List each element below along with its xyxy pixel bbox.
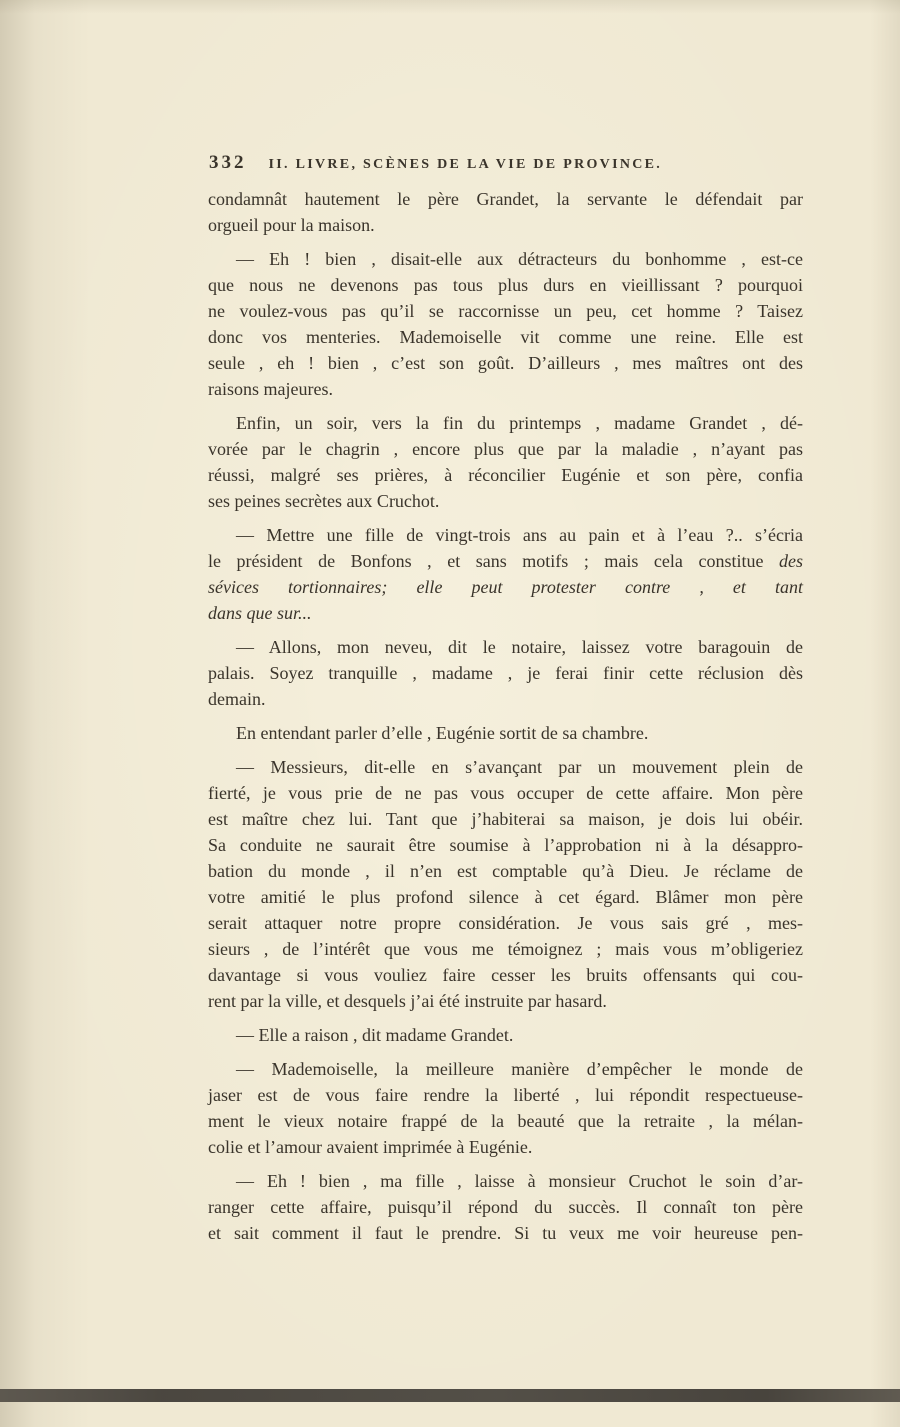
paragraph xyxy=(208,634,803,712)
text-segment: colie et l’amour avaient imprimée à Eugénie. xyxy=(208,1137,533,1157)
text-line xyxy=(208,436,803,462)
paragraph xyxy=(208,754,803,1014)
text-segment: fierté, je vous prie de ne pas vous occuper de cette affaire. Mon père xyxy=(208,783,803,803)
paragraph xyxy=(208,522,803,626)
text-segment: rent par la ville, et desquels j’ai été instruite par hasard. xyxy=(208,991,607,1011)
paragraph xyxy=(208,186,803,238)
page-header xyxy=(209,152,804,174)
text-segment: Sa conduite ne saurait être soumise à l’approbation ni à la désappro- xyxy=(208,835,803,855)
text-segment: davantage si vous vouliez faire cesser les bruits offensants qui cou- xyxy=(208,965,803,985)
text-segment: ment le vieux notaire frappé de la beauté que la retraite , la mélan- xyxy=(208,1111,803,1131)
text-line xyxy=(208,1056,803,1082)
paragraph xyxy=(208,246,803,402)
text-segment: vorée par le chagrin , encore plus que par la maladie , n’ayant pas xyxy=(208,439,803,459)
text-segment: réussi, malgré ses prières, à réconcilier Eugénie et son père, confia xyxy=(208,465,803,485)
text-line xyxy=(208,1220,803,1246)
text-segment: le président de Bonfons , et sans motifs ; mais cela constitue xyxy=(208,551,779,571)
text-line xyxy=(208,298,803,324)
italic-text-segment: sévices tortionnaires; elle peut protester contre , et tant xyxy=(208,577,803,597)
text-line xyxy=(208,1134,803,1160)
text-line xyxy=(208,574,803,600)
text-line xyxy=(208,660,803,686)
text-segment: donc vos menteries. Mademoiselle vit comme une reine. Elle est xyxy=(208,327,803,347)
text-segment: condamnât hautement le père Grandet, la servante le défendait par xyxy=(208,189,803,209)
text-segment: orgueil pour la maison. xyxy=(208,215,375,235)
text-line xyxy=(208,832,803,858)
scan-artifact-bottom-strip xyxy=(0,1389,900,1402)
running-title: II. LIVRE, SCÈNES DE LA VIE DE PROVINCE. xyxy=(268,157,663,172)
text-line xyxy=(208,754,803,780)
text-line xyxy=(208,806,803,832)
text-line xyxy=(208,884,803,910)
text-line xyxy=(208,988,803,1014)
text-segment: bation du monde , il n’en est comptable qu’à Dieu. Je réclame de xyxy=(208,861,803,881)
text-segment: que nous ne devenons pas tous plus durs en vieillissant ? pourquoi xyxy=(208,275,803,295)
text-line xyxy=(208,1168,803,1194)
text-line xyxy=(208,376,803,402)
text-line xyxy=(208,910,803,936)
text-segment: — Elle a raison , dit madame Grandet. xyxy=(236,1025,514,1045)
text-line xyxy=(208,858,803,884)
text-segment: — Mettre une fille de vingt-trois ans au pain et à l’eau ?.. s’écria xyxy=(236,525,803,545)
paragraph xyxy=(208,1168,803,1246)
text-segment: raisons majeures. xyxy=(208,379,333,399)
text-line xyxy=(208,246,803,272)
text-segment: est maître chez lui. Tant que j’habiterai sa maison, je dois lui obéir. xyxy=(208,809,803,829)
text-line xyxy=(208,1108,803,1134)
text-segment: — Messieurs, dit-elle en s’avançant par un mouvement plein de xyxy=(236,757,803,777)
text-line xyxy=(208,350,803,376)
text-line xyxy=(208,410,803,436)
italic-text-segment: dans que sur... xyxy=(208,603,312,623)
text-line xyxy=(208,634,803,660)
paragraph xyxy=(208,720,803,746)
text-segment: — Eh ! bien , disait-elle aux détracteurs du bonhomme , est-ce xyxy=(236,249,803,269)
text-line xyxy=(208,548,803,574)
text-line xyxy=(208,720,803,746)
text-segment: — Eh ! bien , ma fille , laisse à monsieur Cruchot le soin d’ar- xyxy=(236,1171,803,1191)
text-segment: ranger cette affaire, puisqu’il répond du succès. Il connaît ton père xyxy=(208,1197,803,1217)
text-line xyxy=(208,522,803,548)
text-line xyxy=(208,212,803,238)
text-segment: et sait comment il faut le prendre. Si tu veux me voir heureuse pen- xyxy=(208,1223,803,1243)
text-line xyxy=(208,272,803,298)
text-segment: — Allons, mon neveu, dit le notaire, laissez votre baragouin de xyxy=(236,637,803,657)
text-segment: demain. xyxy=(208,689,266,709)
text-line xyxy=(208,1022,803,1048)
text-line xyxy=(208,780,803,806)
text-segment: jaser est de vous faire rendre la liberté , lui répondit respectueuse- xyxy=(208,1085,803,1105)
text-line xyxy=(208,1194,803,1220)
text-segment: En entendant parler d’elle , Eugénie sortit de sa chambre. xyxy=(236,723,649,743)
paragraph xyxy=(208,1022,803,1048)
text-segment: Enfin, un soir, vers la fin du printemps , madame Grandet , dé- xyxy=(236,413,803,433)
text-line xyxy=(208,600,803,626)
text-segment: — Mademoiselle, la meilleure manière d’empêcher le monde de xyxy=(236,1059,803,1079)
text-segment: sieurs , de l’intérêt que vous me témoignez ; mais vous m’obligeriez xyxy=(208,939,803,959)
page-number: 332 xyxy=(209,152,247,173)
text-segment: ne voulez-vous pas qu’il se raccornisse un peu, cet homme ? Taisez xyxy=(208,301,803,321)
text-block xyxy=(208,186,803,1246)
italic-text-segment: des xyxy=(779,551,803,571)
text-segment: votre amitié le plus profond silence à cet égard. Blâmer mon père xyxy=(208,887,803,907)
paragraph xyxy=(208,1056,803,1160)
text-segment: palais. Soyez tranquille , madame , je ferai finir cette réclusion dès xyxy=(208,663,803,683)
text-line xyxy=(208,1082,803,1108)
text-line xyxy=(208,936,803,962)
paragraph xyxy=(208,410,803,514)
text-line xyxy=(208,488,803,514)
text-line xyxy=(208,462,803,488)
text-line xyxy=(208,962,803,988)
text-line xyxy=(208,186,803,212)
text-segment: serait attaquer notre propre considération. Je vous sais gré , mes- xyxy=(208,913,803,933)
text-line xyxy=(208,686,803,712)
text-line xyxy=(208,324,803,350)
text-segment: ses peines secrètes aux Cruchot. xyxy=(208,491,440,511)
text-segment: seule , eh ! bien , c’est son goût. D’ailleurs , mes maîtres ont des xyxy=(208,353,803,373)
